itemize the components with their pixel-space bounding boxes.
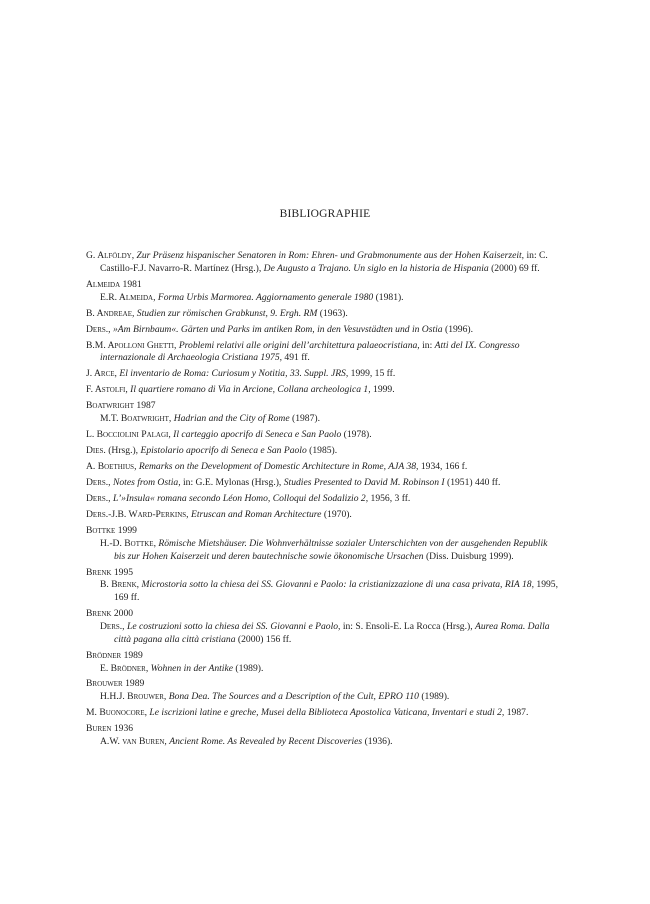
- entry-text: in: S. Ensoli-E. La Rocca (Hrsg.),: [342, 620, 473, 632]
- entry-title: Le iscrizioni latine e greche, Musei della Biblioteca Apostolica Vaticana, Inventari e studi 2,: [149, 707, 505, 719]
- entry-title: De Augusto a Trajano. Un siglo en la historia de Hispania: [263, 262, 489, 274]
- entry-author: Ders.,: [86, 493, 111, 504]
- entry-title: Atti del IX. Congresso internazionale di Archaeologia Cristiana 1975,: [100, 339, 520, 364]
- bib-entry: [86, 678, 558, 704]
- entry-text: (1951) 440 ff.: [447, 477, 501, 489]
- entry-head: Brouwer 1989: [86, 678, 145, 690]
- entry-text: (Diss. Duisburg 1999).: [425, 550, 514, 562]
- bib-entry: [86, 279, 558, 305]
- entry-body: [100, 736, 558, 749]
- entry-body: [100, 621, 558, 647]
- bib-entry: [86, 650, 558, 676]
- entry-title: Il carteggio apocrifo di Seneca e San Paolo: [173, 429, 342, 441]
- entry-title: El inventario de Roma: Curiosum y Notitia, 33. Suppl. JRS,: [119, 368, 349, 380]
- entry-author: M.T. Boatwright,: [100, 413, 172, 425]
- entry-text: (2000) 156 ff.: [237, 633, 292, 645]
- entry-author: B. Brenk,: [100, 579, 140, 591]
- entry-author: Dies.: [86, 445, 106, 457]
- entry-title: Le costruzioni sotto la chiesa dei SS. Giovanni e Paolo,: [126, 620, 341, 632]
- entry-title: Notes from Ostia,: [112, 477, 181, 489]
- entry-text: 1956, 3 ff.: [370, 493, 411, 504]
- entry-author: M. Buonocore,: [86, 707, 148, 719]
- entry-title: Epistolario apocrifo di Seneca e San Paolo: [140, 445, 307, 457]
- entry-author: A.W. van Buren,: [100, 736, 167, 748]
- bib-entry: [86, 608, 558, 646]
- entry-author: B.M. Apolloni Ghetti,: [86, 339, 177, 351]
- entry-text: (Hrsg.),: [108, 445, 139, 457]
- entry-body: [100, 579, 558, 605]
- entry-author: L. Bocciolini Palagi,: [86, 429, 171, 441]
- entry-title: Problemi relativi alle origini dell’architettura palaeocristiana,: [178, 339, 420, 351]
- entry-text: 1934, 166 f.: [420, 461, 468, 473]
- bib-entry: [86, 477, 558, 490]
- entry-text: (1996).: [445, 323, 473, 335]
- entry-title: Il quartiere romano di Via in Arcione, Collana archeologica 1,: [130, 384, 371, 396]
- entry-body: [100, 538, 558, 564]
- entry-text: (1989).: [421, 691, 450, 703]
- bib-entry: [86, 340, 558, 366]
- entry-head: Almeida 1981: [86, 278, 142, 290]
- bib-entry: [86, 567, 558, 605]
- entry-title: Römische Mietshäuser. Die Wohnverhältnisse sozialer Unterschichten von der ausgehenden Republik bis zur Hohen Kaiserzeit und deren bautechnische sowie ökonomische Ursachen: [114, 537, 548, 562]
- entry-author: B. Andreae,: [86, 307, 135, 319]
- entry-text: in: G.E. Mylonas (Hrsg.),: [183, 477, 282, 489]
- entry-author: Ders.-J.B. Ward-Perkins,: [86, 508, 189, 520]
- bib-entry: [86, 250, 558, 276]
- entry-title: »Am Birnbaum«. Gärten und Parks im antiken Rom, in den Vesuvstädten und in Ostia: [112, 323, 443, 335]
- entry-head: Boatwright 1987: [86, 400, 156, 412]
- entry-title: Bona Dea. The Sources and a Description of the Cult, EPRO 110: [168, 691, 419, 703]
- entry-text: 1995, 169 ff.: [114, 579, 558, 604]
- entry-author: E. Brödner,: [100, 662, 149, 674]
- bib-entry: [86, 400, 558, 426]
- entry-text: (2000) 69 ff.: [491, 262, 540, 274]
- entry-body: [100, 663, 558, 676]
- entry-text: in:: [422, 339, 433, 351]
- entry-head: Brenk 2000: [86, 608, 134, 620]
- bib-entry: [86, 384, 558, 397]
- entry-author: Ders.,: [100, 620, 125, 632]
- entry-text: (1989).: [235, 662, 264, 674]
- entry-text: 1987.: [506, 707, 529, 719]
- entry-author: H.H.J. Brouwer,: [100, 691, 167, 703]
- bib-entry: [86, 324, 558, 337]
- entry-body: [100, 292, 558, 305]
- entry-author: Ders.,: [86, 323, 111, 335]
- bib-entry: [86, 461, 558, 474]
- bib-entry: [86, 445, 558, 458]
- entry-head: Brödner 1989: [86, 649, 143, 661]
- entry-title: Forma Urbis Marmorea. Aggiornamento generale 1980: [157, 291, 374, 303]
- bib-entry: [86, 368, 558, 381]
- entry-head: Brenk 1995: [86, 566, 134, 578]
- entry-text: (1981).: [375, 291, 404, 303]
- entry-title: Aurea Roma. Dalla città pagana alla città cristiana: [114, 620, 550, 645]
- bib-entry: [86, 429, 558, 442]
- entry-author: G. Alföldy,: [86, 250, 135, 261]
- entry-title: L’»Insula« romana secondo Léon Homo, Colloqui del Sodalizio 2,: [112, 493, 369, 504]
- entry-author: A. Boethius,: [86, 461, 137, 473]
- entry-title: Wohnen in der Antike: [150, 662, 233, 674]
- entry-text: (1987).: [292, 413, 320, 425]
- entry-text: (1936).: [364, 736, 393, 748]
- bib-entry: [86, 707, 558, 720]
- entry-text: 1999, 15 ff.: [350, 368, 396, 380]
- entry-author: Ders.,: [86, 477, 111, 489]
- entry-title: Ancient Rome. As Revealed by Recent Discoveries: [169, 736, 363, 748]
- entry-text: (1963).: [319, 307, 348, 319]
- bib-entry: [86, 509, 558, 522]
- entry-text: 491 ff.: [284, 352, 310, 364]
- entry-title: Remarks on the Development of Domestic Architecture in Rome, AJA 38,: [138, 461, 419, 473]
- entry-author: F. Astolfi,: [86, 384, 128, 396]
- bibliography-list: [86, 250, 558, 752]
- bib-entry: [86, 493, 558, 506]
- entry-body: [100, 413, 558, 426]
- entry-title: Studies Presented to David M. Robinson I: [283, 477, 445, 489]
- entry-text: (1978).: [343, 429, 372, 441]
- entry-title: Etruscan and Roman Architecture: [190, 508, 322, 520]
- entry-author: H.-D. Bottke,: [100, 537, 156, 549]
- entry-head: Bottke 1999: [86, 524, 137, 536]
- entry-author: E.R. Almeida,: [100, 291, 156, 303]
- entry-text: in: C. Castillo-F.J. Navarro-R. Martínez (Hrsg.),: [100, 250, 548, 274]
- entry-title: Hadrian and the City of Rome: [173, 413, 290, 425]
- entry-text: 1999.: [373, 384, 395, 396]
- entry-text: (1985).: [309, 445, 338, 457]
- bib-entry: [86, 723, 558, 749]
- entry-body: [100, 691, 558, 704]
- entry-title: Microstoria sotto la chiesa dei SS. Giovanni e Paolo: la cristianizzazione di una casa privata, RIA 18,: [141, 579, 534, 591]
- entry-author: J. Arce,: [86, 368, 117, 380]
- entry-title: Studien zur römischen Grabkunst, 9. Ergh. RM: [136, 307, 318, 319]
- entry-text: (1970).: [323, 508, 352, 520]
- page-title: BIBLIOGRAPHIE: [279, 208, 371, 220]
- entry-head: Buren 1936: [86, 723, 134, 735]
- bib-entry: [86, 525, 558, 563]
- entry-title: Zur Präsenz hispanischer Senatoren in Rom: Ehren- und Grabmonumente aus der Hohen Kaiserzeit,: [136, 250, 525, 261]
- bib-entry: [86, 308, 558, 321]
